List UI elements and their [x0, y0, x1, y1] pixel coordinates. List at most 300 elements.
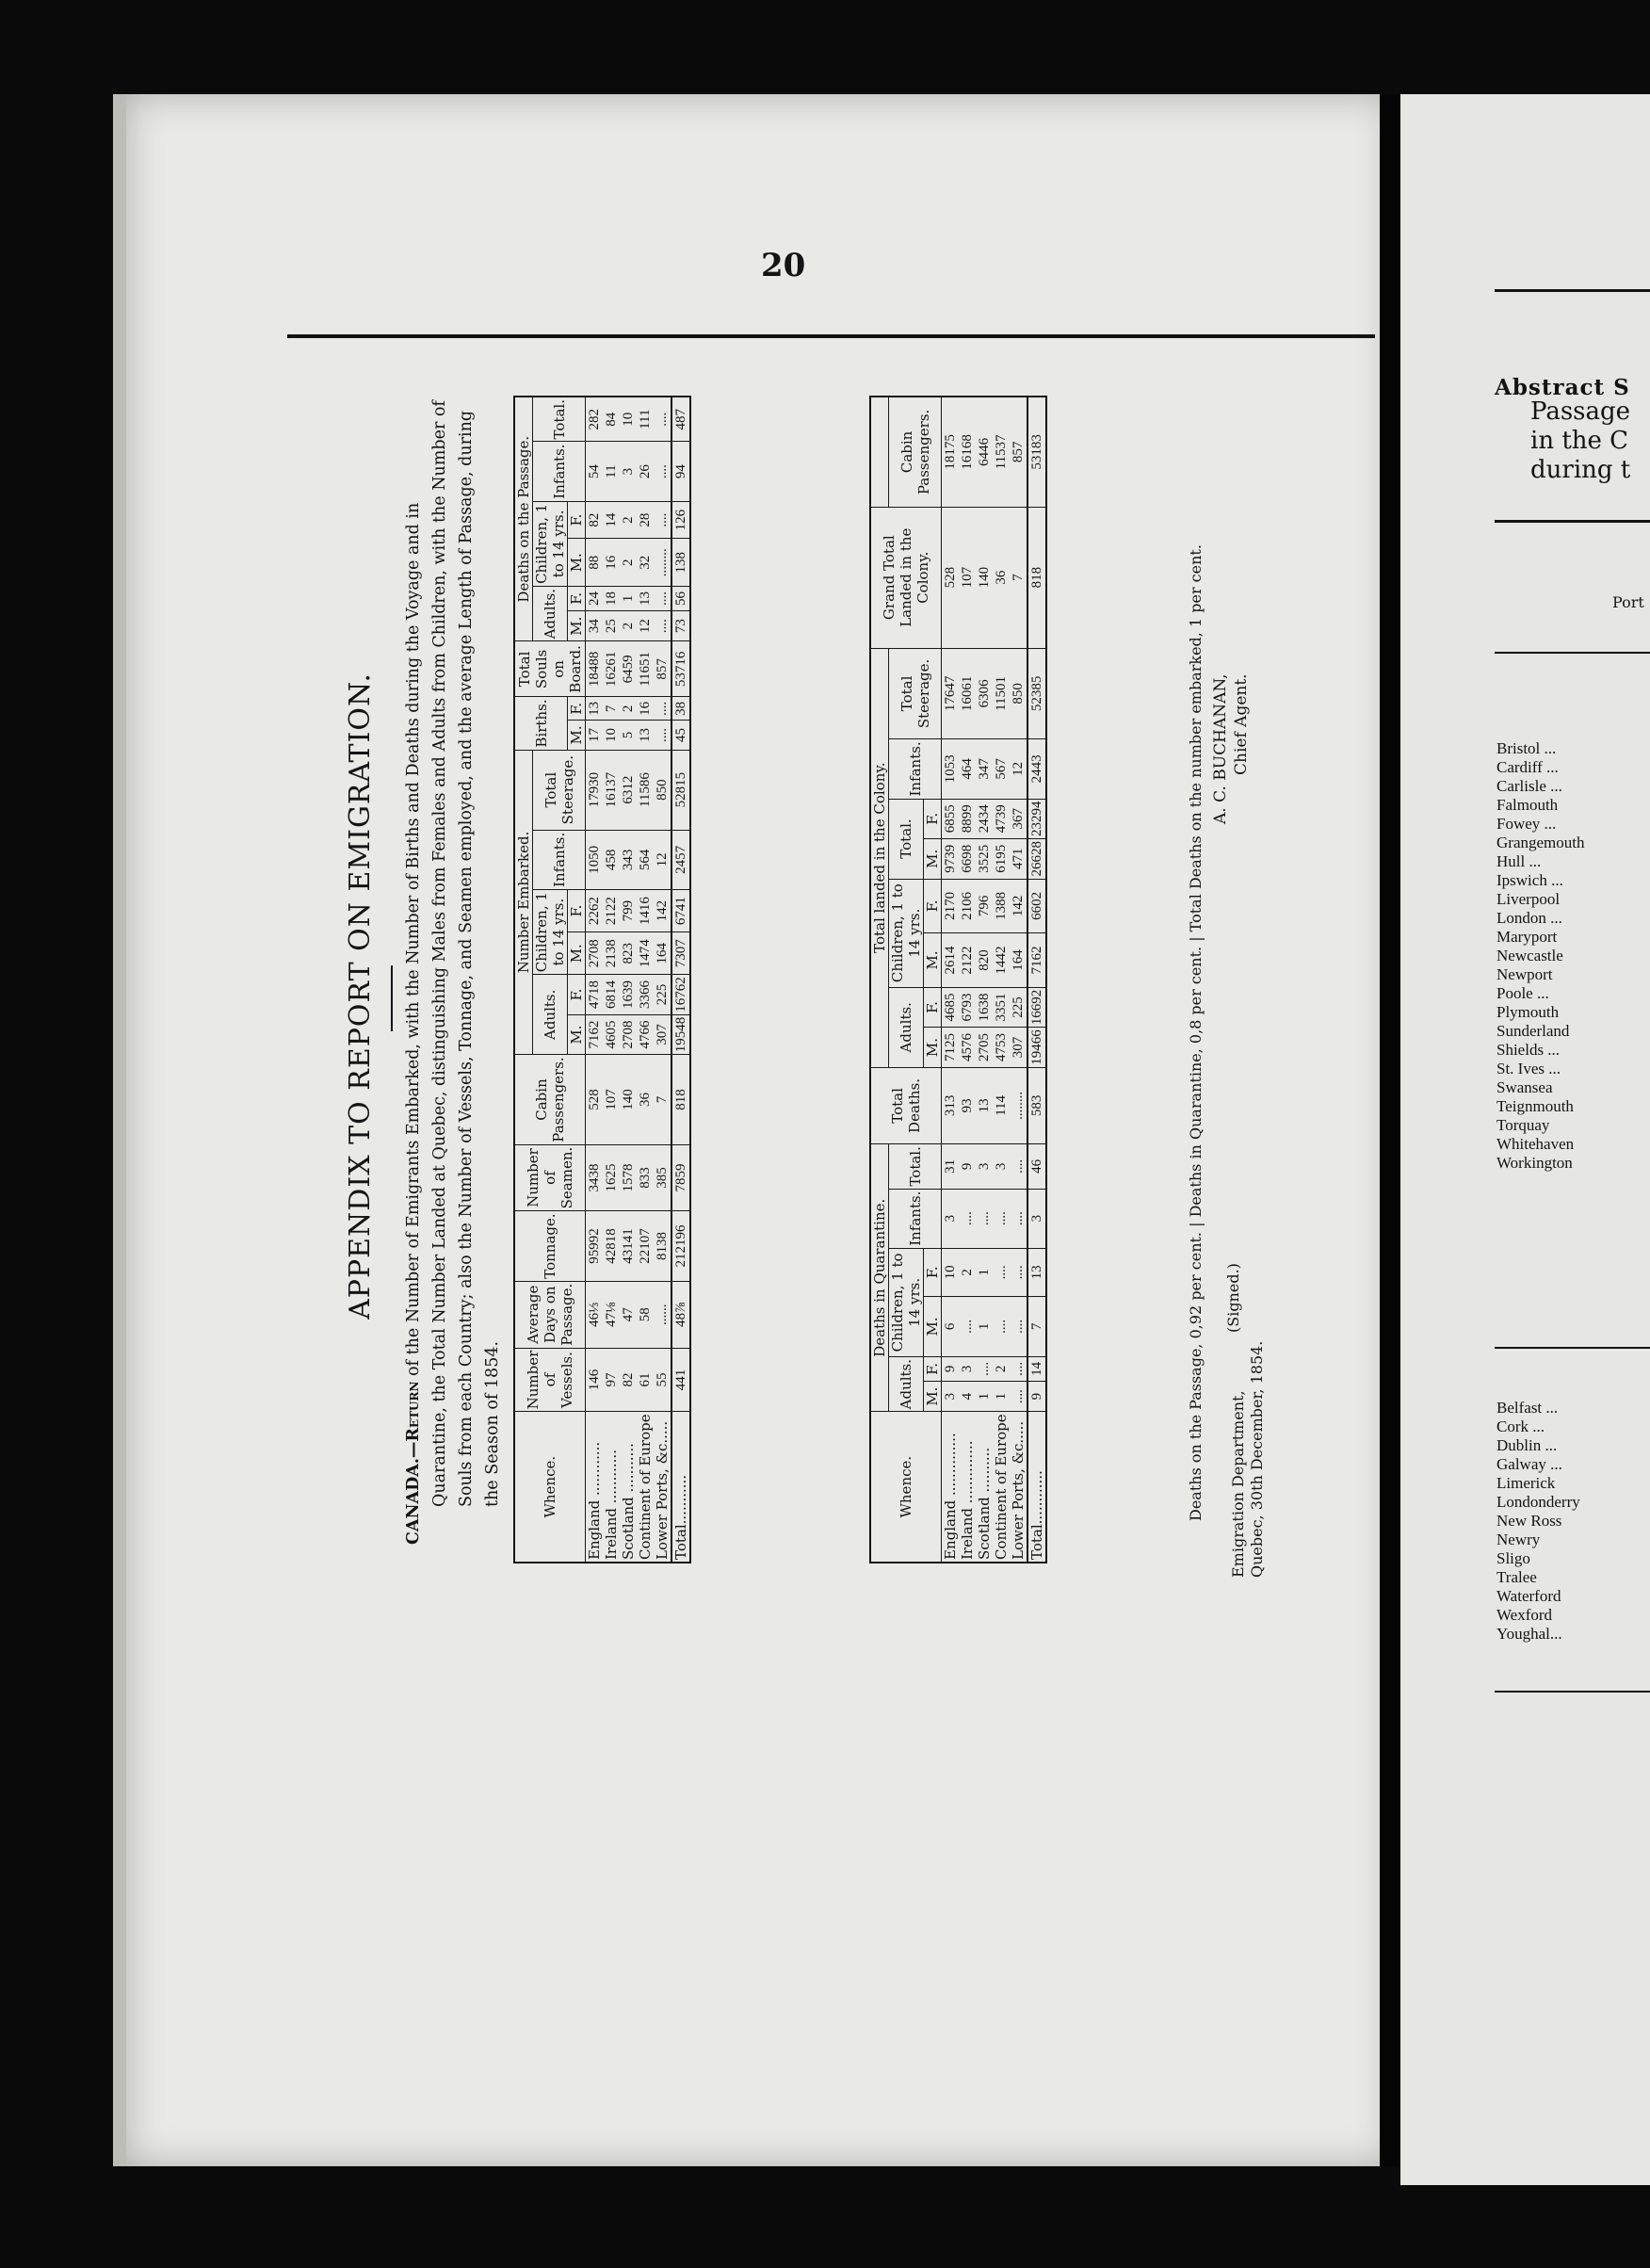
cell-child-m: 1474	[637, 932, 654, 975]
right-rule-4	[1495, 1347, 1650, 1349]
total-cell-d-child-f: 126	[671, 501, 690, 539]
cell-d-adults-f: 1	[620, 587, 637, 611]
cell-q-child-m: ....	[959, 1296, 976, 1356]
abstract-sub-2: in the C	[1530, 427, 1629, 455]
port-name: Galway ...	[1496, 1455, 1562, 1473]
cell-d-child-f: ....	[654, 501, 671, 539]
cell-total-deaths: 313	[942, 1067, 960, 1143]
cell-l-adults-f: 3351	[993, 987, 1010, 1028]
port-name: Sligo	[1496, 1549, 1530, 1567]
cell-grand-total: 6446	[976, 397, 993, 507]
total-cell-d-child-m: 138	[671, 539, 690, 587]
cell-adults-f: 225	[654, 975, 671, 1015]
cell-q-adults-f: 9	[942, 1356, 960, 1381]
cell-d-child-f: 2	[620, 501, 637, 539]
th-adults-m: M.	[568, 1014, 586, 1055]
right-page	[1400, 94, 1650, 2185]
cell-child-m: 2138	[603, 932, 620, 975]
cell-adults-m: 2708	[620, 1014, 637, 1055]
cell-d-total: 10	[620, 397, 637, 442]
cell-l-adults-f: 1638	[976, 987, 993, 1028]
port-name: Ipswich ...	[1496, 871, 1563, 889]
deaths-quarantine-landed-table	[869, 396, 1047, 1563]
total-cell-births-m: 45	[671, 721, 690, 750]
intro-lead: CANADA.—Return	[404, 1381, 423, 1545]
th2-total: Total.	[889, 1144, 942, 1189]
cell-seamen: 1625	[603, 1144, 620, 1211]
cell-q-adults-m: 1	[993, 1381, 1010, 1412]
total-cell-d-total: 487	[671, 397, 690, 442]
cell-l-total-m: 9739	[942, 839, 960, 880]
total-cell-cabin: 818	[671, 1055, 690, 1144]
cell-q-total: 9	[959, 1144, 976, 1189]
th-total-souls: Total Souls on Board.	[514, 641, 586, 697]
cell-l-adults-m: 2705	[976, 1028, 993, 1068]
cell-q-adults-m: 4	[959, 1381, 976, 1412]
th-births-m: M.	[568, 721, 586, 750]
cell-avg-days: 58	[637, 1281, 654, 1348]
total-row	[671, 397, 690, 1563]
total-cell-q-adults-m: 9	[1027, 1381, 1046, 1412]
total-cell-adults-m: 19548	[671, 1014, 690, 1055]
cell-l-total-m: 3525	[976, 839, 993, 880]
cell-l-total-m: 6195	[993, 839, 1010, 880]
total-cell-q-total: 46	[1027, 1144, 1046, 1189]
total-cell-d-adults-f: 56	[671, 587, 690, 611]
table-row	[586, 397, 604, 1563]
cell-child-f: 799	[620, 889, 637, 932]
cell-d-total: 84	[603, 397, 620, 442]
port-name: Belfast ...	[1496, 1399, 1559, 1417]
book-gutter	[1380, 94, 1400, 2166]
total-cell-whence: Total............	[1027, 1412, 1046, 1563]
th2-l-total-steerage: Total Steerage.	[889, 648, 942, 739]
cell-cabin: 7	[654, 1055, 671, 1144]
cell-whence: Ireland ............	[603, 1412, 620, 1563]
cell-births-m: 5	[620, 721, 637, 750]
th2-l-infants: Infants.	[889, 739, 942, 799]
cell-l-infants: 12	[1010, 739, 1027, 799]
cell-child-m: 164	[654, 932, 671, 975]
port-name: Bristol ...	[1496, 739, 1557, 757]
total-cell-infants: 2457	[671, 830, 690, 889]
total-cell-vessels: 441	[671, 1348, 690, 1412]
total-cell-l-cabin: 818	[1027, 507, 1046, 648]
port-name: Londonderry	[1496, 1493, 1580, 1511]
total-cell-adults-f: 16762	[671, 975, 690, 1015]
cell-infants: 458	[603, 830, 620, 889]
th2-l-child-m: M.	[924, 933, 942, 988]
total-cell-q-child-m: 7	[1027, 1296, 1046, 1356]
cell-adults-m: 4766	[637, 1014, 654, 1055]
cell-d-infants: 26	[637, 442, 654, 501]
cell-q-infants: 3	[942, 1189, 960, 1248]
table-row	[637, 397, 654, 1563]
cell-q-adults-f: ....	[1010, 1356, 1027, 1381]
port-name: Swansea	[1496, 1078, 1553, 1096]
th-adults: Adults.	[533, 975, 568, 1055]
english-ports-list	[1496, 739, 1584, 1173]
port-name: Youghal...	[1496, 1625, 1562, 1643]
total-cell-l-total-steerage: 52385	[1027, 648, 1046, 739]
cell-d-child-m: ........	[654, 539, 671, 587]
th-d-children: Children, 1 to 14 yrs.	[533, 501, 568, 586]
port-name: Limerick	[1496, 1474, 1556, 1492]
cell-vessels: 82	[620, 1348, 637, 1412]
total-cell-l-infants: 2443	[1027, 739, 1046, 799]
table-row	[603, 397, 620, 1563]
th2-deaths-quarantine: Deaths in Quarantine.	[870, 1144, 889, 1412]
cell-births-m: 17	[586, 721, 604, 750]
th2-l-adults: Adults.	[889, 987, 924, 1067]
cell-q-adults-f: 2	[993, 1356, 1010, 1381]
cell-total-steerage: 850	[654, 750, 671, 830]
cell-whence: Continent of Europe	[637, 1412, 654, 1563]
th-total-steerage: Total Steerage.	[533, 750, 586, 830]
cell-avg-days: 47	[620, 1281, 637, 1348]
cell-grand-total: 18175	[942, 397, 960, 507]
cell-adults-f: 4718	[586, 975, 604, 1015]
cell-avg-days: 46⅓	[586, 1281, 604, 1348]
cell-q-total: 31	[942, 1144, 960, 1189]
total-cell-seamen: 7859	[671, 1144, 690, 1211]
cell-births-m: 10	[603, 721, 620, 750]
cell-q-adults-f: 3	[959, 1356, 976, 1381]
cell-seamen: 385	[654, 1144, 671, 1211]
cell-adults-m: 7162	[586, 1014, 604, 1055]
total-cell-d-infants: 94	[671, 442, 690, 501]
cell-q-child-m: ....	[1010, 1296, 1027, 1356]
cell-births-m: ....	[654, 721, 671, 750]
table-row	[976, 397, 993, 1563]
port-name: London ...	[1496, 909, 1562, 927]
cell-child-m: 2708	[586, 932, 604, 975]
cell-l-child-f: 2106	[959, 879, 976, 933]
title-divider	[391, 965, 393, 1031]
cell-l-child-f: 142	[1010, 879, 1027, 933]
cell-infants: 343	[620, 830, 637, 889]
th-tonnage: Tonnage.	[514, 1211, 586, 1281]
cell-d-total: 282	[586, 397, 604, 442]
cell-grand-total: 11537	[993, 397, 1010, 507]
th2-adults: Adults.	[889, 1356, 924, 1411]
total-cell-total-steerage: 52815	[671, 750, 690, 830]
cell-vessels: 61	[637, 1348, 654, 1412]
cell-d-total: ....	[654, 397, 671, 442]
total-cell-q-child-f: 13	[1027, 1248, 1046, 1296]
cell-d-adults-f: 24	[586, 587, 604, 611]
th-seamen: Number of Seamen.	[514, 1144, 586, 1211]
right-rule-3	[1495, 652, 1650, 654]
cell-whence: Lower Ports, &c.....	[1010, 1412, 1027, 1563]
cell-q-child-m: ....	[993, 1296, 1010, 1356]
cell-d-adults-m: 12	[637, 610, 654, 641]
th2-l-cabin: Cabin Passengers.	[889, 397, 942, 507]
cell-l-adults-f: 6793	[959, 987, 976, 1028]
cell-whence: Scotland ..........	[976, 1412, 993, 1563]
irish-ports-list	[1496, 1399, 1580, 1644]
cell-d-infants: ....	[654, 442, 671, 501]
th2-adults-m: M.	[924, 1381, 942, 1412]
total-cell-q-infants: 3	[1027, 1189, 1046, 1248]
cell-whence: England ............	[586, 1412, 604, 1563]
cell-infants: 1050	[586, 830, 604, 889]
cell-l-adults-m: 4753	[993, 1028, 1010, 1068]
th2-l-total-f: F.	[924, 799, 942, 839]
cell-q-child-f: 10	[942, 1248, 960, 1296]
cell-seamen: 3438	[586, 1144, 604, 1211]
cell-q-child-f: ....	[1010, 1248, 1027, 1296]
cell-d-infants: 54	[586, 442, 604, 501]
total-cell-child-m: 7307	[671, 932, 690, 975]
cell-total-souls: 857	[654, 641, 671, 697]
port-name: Dublin ...	[1496, 1436, 1558, 1454]
cell-q-total: 3	[993, 1144, 1010, 1189]
port-name: Falmouth	[1496, 796, 1559, 814]
abstract-title: Abstract S	[1495, 375, 1630, 400]
rotated-content	[334, 396, 1276, 1596]
cell-d-adults-f: 18	[603, 587, 620, 611]
cell-d-total: 111	[637, 397, 654, 442]
cell-l-total-steerage: 6306	[976, 648, 993, 739]
cell-total-steerage: 16137	[603, 750, 620, 830]
port-name: Cardiff ...	[1496, 758, 1559, 776]
cell-d-infants: 11	[603, 442, 620, 501]
cell-whence: Ireland ..............	[959, 1412, 976, 1563]
th2-adults-f: F.	[924, 1356, 942, 1381]
cell-tonnage: 43141	[620, 1211, 637, 1281]
cell-avg-days: ......	[654, 1281, 671, 1348]
cell-l-total-m: 471	[1010, 839, 1027, 880]
cell-q-child-f: 2	[959, 1248, 976, 1296]
port-name: Fowey ...	[1496, 815, 1557, 833]
th2-child-f: F.	[924, 1248, 942, 1296]
header-rule	[287, 334, 1375, 338]
total-cell-tonnage: 212196	[671, 1211, 690, 1281]
signer-title: Chief Agent.	[1232, 673, 1251, 775]
total-cell-total-souls: 53716	[671, 641, 690, 697]
appendix-title: APPENDIX TO REPORT ON EMIGRATION.	[344, 672, 377, 1320]
cell-births-f: 13	[586, 697, 604, 721]
th2-infants: Infants.	[889, 1189, 942, 1248]
dept-line-1: Emigration Department,	[1229, 1390, 1247, 1578]
cell-total-souls: 16261	[603, 641, 620, 697]
table-row	[654, 397, 671, 1563]
cell-d-child-m: 32	[637, 539, 654, 587]
total-cell-d-adults-m: 73	[671, 610, 690, 641]
cell-total-souls: 11651	[637, 641, 654, 697]
cell-births-f: 2	[620, 697, 637, 721]
cell-avg-days: 47⅛	[603, 1281, 620, 1348]
cell-d-child-m: 88	[586, 539, 604, 587]
cell-l-child-m: 820	[976, 933, 993, 988]
cell-births-m: 13	[637, 721, 654, 750]
cell-d-adults-m: 34	[586, 610, 604, 641]
cell-q-child-m: 1	[976, 1296, 993, 1356]
total-cell-child-f: 6741	[671, 889, 690, 932]
department-block	[1229, 1341, 1267, 1578]
cell-l-child-f: 1388	[993, 879, 1010, 933]
cell-l-adults-m: 4576	[959, 1028, 976, 1068]
cell-q-child-m: 6	[942, 1296, 960, 1356]
cell-tonnage: 95992	[586, 1211, 604, 1281]
signer-name: A. C. BUCHANAN,	[1211, 673, 1230, 824]
cell-total-deaths: 114	[993, 1067, 1010, 1143]
port-name: Teignmouth	[1496, 1097, 1574, 1115]
cell-total-souls: 18488	[586, 641, 604, 697]
th-d-adults-f: F.	[568, 587, 586, 611]
cell-child-f: 1416	[637, 889, 654, 932]
total-cell-total-deaths: 583	[1027, 1067, 1046, 1143]
cell-d-adults-m: ....	[654, 610, 671, 641]
th-child-f: F.	[568, 889, 586, 932]
abstract-sub-3: during t	[1530, 456, 1631, 484]
cell-births-f: 7	[603, 697, 620, 721]
th-children: Children, 1 to 14 yrs.	[533, 889, 568, 974]
right-rule-5	[1495, 1691, 1650, 1693]
cell-total-steerage: 6312	[620, 750, 637, 830]
cell-total-deaths: 93	[959, 1067, 976, 1143]
cell-child-f: 142	[654, 889, 671, 932]
cell-births-f: 16	[637, 697, 654, 721]
cell-l-child-m: 164	[1010, 933, 1027, 988]
cell-l-total-steerage: 17647	[942, 648, 960, 739]
table-row	[959, 397, 976, 1563]
cell-l-cabin: 528	[942, 507, 960, 648]
cell-seamen: 1578	[620, 1144, 637, 1211]
cell-total-steerage: 11586	[637, 750, 654, 830]
th2-l-adults-m: M.	[924, 1028, 942, 1068]
intro-text: of the Number of Emigrants Embarked, with the Number of Births and Deaths during the Voyage and in Quarantine, the Total Number Landed at Quebec, distinguishing Males from Females and Adults from Children, with the Number of Souls from each Country; also the Number of Vessels, Tonnage, and Seamen employed, and the average Length of Passage, during the Season of 1854.	[404, 400, 502, 1507]
total-cell-l-total-m: 26628	[1027, 839, 1046, 880]
port-name: Torquay	[1496, 1116, 1550, 1134]
cell-grand-total: 16168	[959, 397, 976, 507]
abstract-sub-1: Passage	[1530, 397, 1631, 426]
cell-d-child-f: 82	[586, 501, 604, 539]
cell-q-child-f: ....	[993, 1248, 1010, 1296]
th-avg-days: Average Days on Passage.	[514, 1281, 586, 1348]
cell-q-infants: ....	[976, 1189, 993, 1248]
cell-l-total-steerage: 850	[1010, 648, 1027, 739]
cell-adults-f: 3366	[637, 975, 654, 1015]
cell-q-infants: ....	[959, 1189, 976, 1248]
port-name: Plymouth	[1496, 1003, 1560, 1021]
cell-cabin: 107	[603, 1055, 620, 1144]
cell-whence: Scotland ...........	[620, 1412, 637, 1563]
total-cell-l-child-m: 7162	[1027, 933, 1046, 988]
cell-q-adults-m: ....	[1010, 1381, 1027, 1412]
port-name: Newport	[1496, 965, 1553, 983]
port-name: Grangemouth	[1496, 834, 1585, 851]
total-cell-avg-days: 48⅞	[671, 1281, 690, 1348]
cell-adults-f: 6814	[603, 975, 620, 1015]
th-births: Births.	[514, 697, 568, 750]
cell-q-total: 3	[976, 1144, 993, 1189]
th-child-m: M.	[568, 932, 586, 975]
port-name: Carlisle ...	[1496, 777, 1562, 795]
port-name: New Ross	[1496, 1512, 1562, 1530]
cell-l-infants: 464	[959, 739, 976, 799]
th-d-child-m: M.	[568, 539, 586, 587]
cell-total-deaths: ........	[1010, 1067, 1027, 1143]
cell-l-cabin: 107	[959, 507, 976, 648]
th2-l-total-m: M.	[924, 839, 942, 880]
port-name: Newcastle	[1496, 947, 1563, 964]
dept-line-2: Quebec, 30th December, 1854.	[1248, 1340, 1266, 1578]
th-whence: Whence.	[514, 1412, 586, 1563]
th2-children: Children, 1 to 14 yrs.	[889, 1248, 924, 1356]
port-name: Hull ...	[1496, 852, 1542, 870]
cell-d-child-f: 14	[603, 501, 620, 539]
cell-tonnage: 22107	[637, 1211, 654, 1281]
cell-q-total: ....	[1010, 1144, 1027, 1189]
th2-grand-total: Grand Total Landed in the Colony.	[870, 507, 942, 648]
cell-l-cabin: 36	[993, 507, 1010, 648]
port-label: Port	[1612, 593, 1644, 611]
cell-l-child-m: 2122	[959, 933, 976, 988]
cell-seamen: 833	[637, 1144, 654, 1211]
table-row	[993, 397, 1010, 1563]
th2-total-landed: Total landed in the Colony.	[870, 648, 889, 1067]
cell-vessels: 55	[654, 1348, 671, 1412]
th2-l-total: Total.	[889, 799, 924, 879]
th-infants: Infants.	[533, 830, 586, 889]
total-cell-grand-total: 53183	[1027, 397, 1046, 507]
cell-l-infants: 1053	[942, 739, 960, 799]
cell-q-adults-m: 3	[942, 1381, 960, 1412]
cell-total-deaths: 13	[976, 1067, 993, 1143]
cell-whence: England ..............	[942, 1412, 960, 1563]
cell-d-child-f: 28	[637, 501, 654, 539]
port-name: Waterford	[1496, 1587, 1561, 1605]
th-d-adults: Adults.	[533, 587, 568, 641]
cell-births-f: ....	[654, 697, 671, 721]
th2-l-adults-f: F.	[924, 987, 942, 1028]
abstract-subtitle	[1530, 397, 1630, 485]
cell-infants: 564	[637, 830, 654, 889]
cell-whence: Lower Ports, &c.....	[654, 1412, 671, 1563]
cell-q-infants: ....	[993, 1189, 1010, 1248]
cell-l-child-f: 2170	[942, 879, 960, 933]
th-d-infants: Infants.	[533, 442, 586, 501]
cell-adults-f: 1639	[620, 975, 637, 1015]
cell-child-f: 2262	[586, 889, 604, 932]
cell-tonnage: 8138	[654, 1211, 671, 1281]
cell-d-adults-f: ....	[654, 587, 671, 611]
table-row	[620, 397, 637, 1563]
cell-l-total-f: 4739	[993, 799, 1010, 839]
cell-l-total-steerage: 16061	[959, 648, 976, 739]
th-number-embarked: Number Embarked.	[514, 750, 533, 1055]
total-cell-births-f: 38	[671, 697, 690, 721]
th2-l-child-f: F.	[924, 879, 942, 933]
th-d-adults-m: M.	[568, 610, 586, 641]
cell-l-child-f: 796	[976, 879, 993, 933]
cell-d-adults-f: 13	[637, 587, 654, 611]
port-name: Maryport	[1496, 928, 1558, 946]
port-name: Newry	[1496, 1531, 1541, 1548]
landed-table-body	[942, 397, 1047, 1563]
port-name: St. Ives ...	[1496, 1060, 1561, 1077]
page-number: 20	[761, 247, 806, 284]
port-name: Wexford	[1496, 1606, 1553, 1624]
cell-l-infants: 347	[976, 739, 993, 799]
cell-whence: Continent of Europe	[993, 1412, 1010, 1563]
th-d-total: Total.	[533, 397, 586, 442]
cell-q-child-f: 1	[976, 1248, 993, 1296]
cell-q-adults-m: 1	[976, 1381, 993, 1412]
table-row	[942, 397, 960, 1563]
